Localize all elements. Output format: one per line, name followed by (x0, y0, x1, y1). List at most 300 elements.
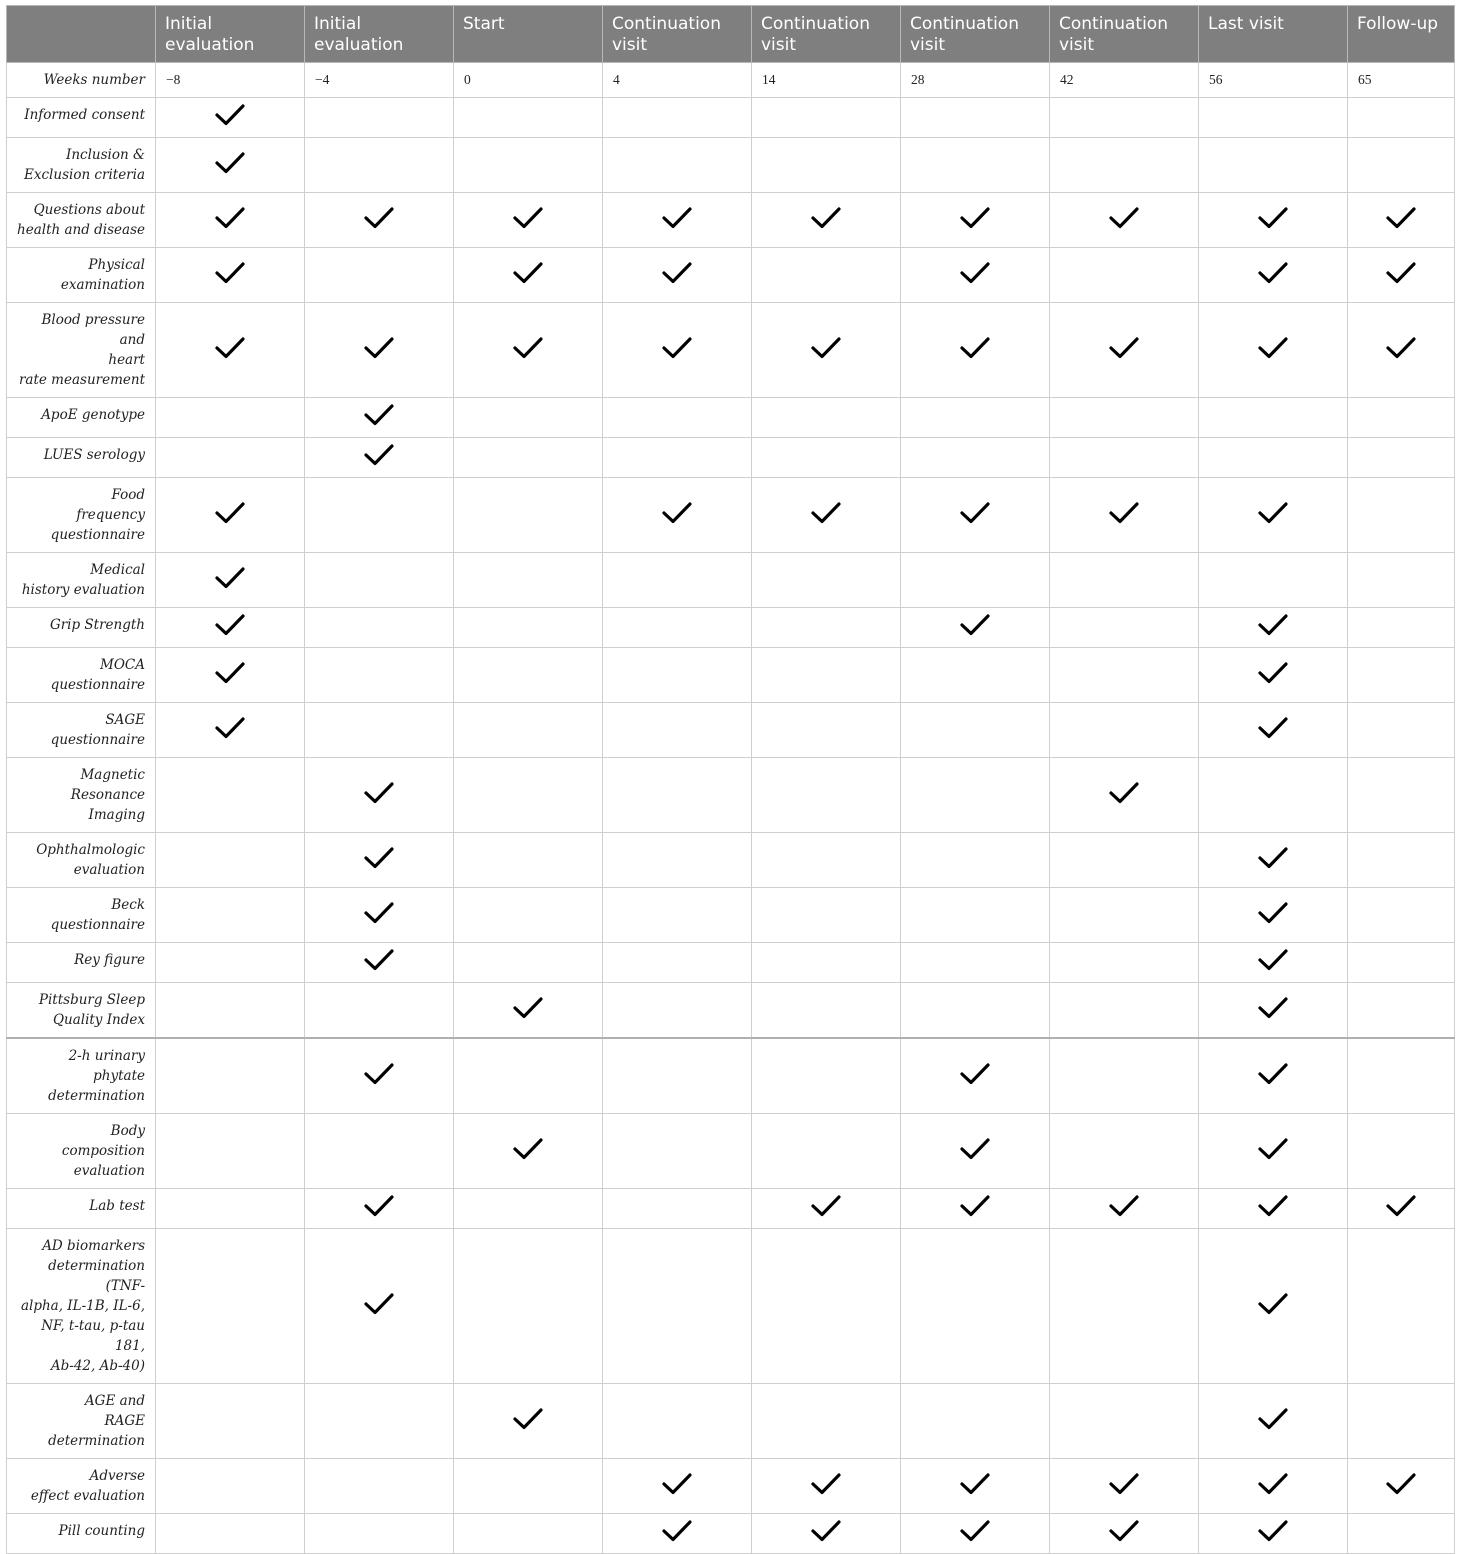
check-icon (1258, 501, 1288, 525)
schedule-cell (1199, 98, 1348, 138)
schedule-cell (603, 303, 752, 398)
schedule-cell (156, 703, 305, 758)
activity-label: AD biomarkers determination (TNF- alpha, IL-1B, IL-6, NF, t-tau, p-tau 181, Ab-42, Ab-40) (7, 1229, 156, 1384)
schedule-cell (603, 1459, 752, 1514)
schedule-cell (1348, 648, 1455, 703)
schedule-cell (752, 758, 901, 833)
check-icon (364, 443, 394, 467)
schedule-cell (1348, 1189, 1455, 1229)
check-icon (364, 403, 394, 427)
check-icon (215, 206, 245, 230)
schedule-cell (454, 943, 603, 983)
schedule-cell (1199, 1384, 1348, 1459)
check-icon (215, 661, 245, 685)
schedule-cell (454, 1229, 603, 1384)
table-row (7, 138, 1455, 193)
schedule-cell (603, 983, 752, 1039)
check-icon (960, 1194, 990, 1218)
schedule-cell (901, 1229, 1050, 1384)
check-icon (811, 206, 841, 230)
schedule-cell (603, 438, 752, 478)
schedule-cell (156, 1384, 305, 1459)
check-icon (811, 1519, 841, 1543)
schedule-cell (1199, 1459, 1348, 1514)
schedule-cell (752, 1189, 901, 1229)
schedule-cell (1348, 608, 1455, 648)
schedule-cell (1199, 943, 1348, 983)
schedule-cell (1348, 888, 1455, 943)
table-row (7, 438, 1455, 478)
schedule-cell (1050, 1514, 1199, 1554)
week-value: 56 (1199, 63, 1348, 98)
schedule-cell (156, 98, 305, 138)
table-row (7, 553, 1455, 608)
schedule-cell (1050, 1384, 1199, 1459)
schedule-cell (454, 248, 603, 303)
table-row (7, 1038, 1455, 1114)
schedule-cell (752, 98, 901, 138)
table-row (7, 1384, 1455, 1459)
activity-label: Magnetic Resonance Imaging (7, 758, 156, 833)
header-cell: Continuation visit (901, 6, 1050, 63)
week-value: 14 (752, 63, 901, 98)
schedule-cell (603, 648, 752, 703)
schedule-cell (305, 1459, 454, 1514)
activity-label: Blood pressure and heart rate measurement (7, 303, 156, 398)
header-cell: Start (454, 6, 603, 63)
schedule-cell (1199, 983, 1348, 1039)
schedule-cell (454, 138, 603, 193)
schedule-cell (1348, 193, 1455, 248)
schedule-cell (305, 398, 454, 438)
table-row (7, 758, 1455, 833)
check-icon (1258, 261, 1288, 285)
check-icon (364, 336, 394, 360)
schedule-cell (901, 138, 1050, 193)
schedule-cell (752, 478, 901, 553)
header-cell-corner (7, 6, 156, 63)
schedule-cell (603, 138, 752, 193)
schedule-cell (1348, 398, 1455, 438)
check-icon (960, 1137, 990, 1161)
schedule-cell (603, 248, 752, 303)
schedule-cell (901, 398, 1050, 438)
schedule-cell (901, 1459, 1050, 1514)
table-row (7, 248, 1455, 303)
check-icon (811, 336, 841, 360)
schedule-cell (305, 438, 454, 478)
check-icon (1258, 1137, 1288, 1161)
schedule-cell (454, 193, 603, 248)
check-icon (960, 1062, 990, 1086)
schedule-cell (1050, 1038, 1199, 1114)
check-icon (1258, 1194, 1288, 1218)
schedule-cell (901, 1384, 1050, 1459)
schedule-cell (1050, 703, 1199, 758)
schedule-cell (603, 1114, 752, 1189)
schedule-cell (454, 608, 603, 648)
schedule-cell (752, 1229, 901, 1384)
schedule-cell (901, 758, 1050, 833)
schedule-cell (901, 303, 1050, 398)
schedule-cell (1050, 1459, 1199, 1514)
schedule-cell (1199, 138, 1348, 193)
activity-label: 2-h urinary phytate determination (7, 1038, 156, 1114)
schedule-cell (156, 1038, 305, 1114)
week-value: 0 (454, 63, 603, 98)
schedule-cell (1348, 1038, 1455, 1114)
schedule-cell (1199, 398, 1348, 438)
schedule-cell (1199, 303, 1348, 398)
header-row (7, 6, 1455, 63)
check-icon (960, 1472, 990, 1496)
schedule-cell (1348, 303, 1455, 398)
header-cell: Continuation visit (1050, 6, 1199, 63)
check-icon (1258, 1292, 1288, 1316)
check-icon (1109, 1519, 1139, 1543)
activity-label: Lab test (7, 1189, 156, 1229)
schedule-cell (1199, 1038, 1348, 1114)
table-row (7, 983, 1455, 1039)
schedule-cell (305, 1038, 454, 1114)
check-icon (1258, 948, 1288, 972)
schedule-cell (752, 888, 901, 943)
schedule-cell (454, 1514, 603, 1554)
check-icon (1258, 1519, 1288, 1543)
activity-label: Pittsburg Sleep Quality Index (7, 983, 156, 1039)
check-icon (1109, 1194, 1139, 1218)
check-icon (1109, 781, 1139, 805)
schedule-cell (752, 138, 901, 193)
schedule-cell (1050, 193, 1199, 248)
table-row (7, 478, 1455, 553)
schedule-cell (901, 248, 1050, 303)
schedule-cell (752, 1038, 901, 1114)
schedule-cell (156, 1229, 305, 1384)
schedule-cell (305, 248, 454, 303)
schedule-cell (901, 98, 1050, 138)
schedule-cell (305, 98, 454, 138)
schedule-cell (454, 1384, 603, 1459)
schedule-cell (603, 833, 752, 888)
check-icon (513, 261, 543, 285)
check-icon (364, 1062, 394, 1086)
activity-label: Physical examination (7, 248, 156, 303)
schedule-cell (603, 1229, 752, 1384)
schedule-cell (156, 943, 305, 983)
table-row (7, 833, 1455, 888)
table-row (7, 1114, 1455, 1189)
header-cell: Follow-up (1348, 6, 1455, 63)
schedule-cell (1050, 1189, 1199, 1229)
schedule-cell (156, 1459, 305, 1514)
check-icon (662, 261, 692, 285)
schedule-cell (1348, 833, 1455, 888)
schedule-cell (752, 553, 901, 608)
header-cell: Last visit (1199, 6, 1348, 63)
check-icon (811, 501, 841, 525)
schedule-cell (156, 303, 305, 398)
schedule-cell (454, 758, 603, 833)
check-icon (364, 901, 394, 925)
schedule-cell (603, 193, 752, 248)
activity-label: Food frequency questionnaire (7, 478, 156, 553)
activity-label: ApoE genotype (7, 398, 156, 438)
check-icon (364, 206, 394, 230)
schedule-cell (156, 1189, 305, 1229)
schedule-cell (901, 703, 1050, 758)
schedule-cell (1348, 438, 1455, 478)
check-icon (1109, 1472, 1139, 1496)
schedule-cell (1199, 608, 1348, 648)
check-icon (364, 781, 394, 805)
schedule-cell (603, 1384, 752, 1459)
schedule-cell (901, 983, 1050, 1039)
check-icon (364, 846, 394, 870)
schedule-cell (454, 98, 603, 138)
schedule-cell (901, 1114, 1050, 1189)
schedule-cell (1050, 438, 1199, 478)
check-icon (1258, 613, 1288, 637)
schedule-cell (603, 943, 752, 983)
check-icon (662, 1472, 692, 1496)
check-icon (1386, 206, 1416, 230)
schedule-cell (454, 983, 603, 1039)
header-cell: Initial evaluation (305, 6, 454, 63)
table-row (7, 608, 1455, 648)
schedule-cell (1050, 303, 1199, 398)
check-icon (811, 1194, 841, 1218)
schedule-cell (1199, 758, 1348, 833)
schedule-cell (1348, 983, 1455, 1039)
activity-label: Body composition evaluation (7, 1114, 156, 1189)
schedule-cell (901, 1038, 1050, 1114)
schedule-cell (1199, 1114, 1348, 1189)
schedule-cell (454, 553, 603, 608)
schedule-cell (305, 648, 454, 703)
schedule-cell (156, 398, 305, 438)
schedule-cell (1348, 1384, 1455, 1459)
schedule-cell (305, 193, 454, 248)
schedule-cell (305, 1189, 454, 1229)
schedule-cell (901, 648, 1050, 703)
table-row (7, 398, 1455, 438)
check-icon (960, 613, 990, 637)
check-icon (215, 566, 245, 590)
schedule-cell (1050, 398, 1199, 438)
check-icon (662, 206, 692, 230)
check-icon (215, 613, 245, 637)
check-icon (1386, 1194, 1416, 1218)
week-value: −8 (156, 63, 305, 98)
schedule-cell (752, 608, 901, 648)
schedule-cell (1199, 438, 1348, 478)
check-icon (960, 206, 990, 230)
schedule-cell (1348, 478, 1455, 553)
schedule-cell (454, 888, 603, 943)
schedule-cell (1348, 1459, 1455, 1514)
schedule-cell (752, 1514, 901, 1554)
schedule-cell (603, 888, 752, 943)
schedule-cell (454, 303, 603, 398)
schedule-cell (454, 398, 603, 438)
schedule-cell (156, 138, 305, 193)
schedule-cell (603, 1038, 752, 1114)
schedule-cell (1348, 553, 1455, 608)
schedule-cell (752, 1459, 901, 1514)
activity-label: Inclusion & Exclusion criteria (7, 138, 156, 193)
table-row (7, 703, 1455, 758)
schedule-cell (1199, 1189, 1348, 1229)
check-icon (215, 716, 245, 740)
check-icon (215, 151, 245, 175)
check-icon (960, 1519, 990, 1543)
schedule-cell (305, 888, 454, 943)
schedule-cell (1050, 833, 1199, 888)
check-icon (1258, 901, 1288, 925)
schedule-cell (1199, 553, 1348, 608)
check-icon (513, 1407, 543, 1431)
check-icon (513, 1137, 543, 1161)
check-icon (662, 336, 692, 360)
schedule-cell (752, 398, 901, 438)
schedule-cell (156, 608, 305, 648)
schedule-cell (1348, 758, 1455, 833)
check-icon (1258, 1407, 1288, 1431)
schedule-cell (752, 648, 901, 703)
schedule-cell (156, 193, 305, 248)
schedule-cell (603, 758, 752, 833)
schedule-cell (305, 983, 454, 1039)
weeks-row (7, 63, 1455, 98)
activity-label: MOCA questionnaire (7, 648, 156, 703)
check-icon (1258, 1472, 1288, 1496)
schedule-cell (901, 833, 1050, 888)
schedule-cell (156, 553, 305, 608)
schedule-cell (1348, 1114, 1455, 1189)
activity-label: Grip Strength (7, 608, 156, 648)
activity-label: Adverse effect evaluation (7, 1459, 156, 1514)
check-icon (1109, 336, 1139, 360)
activity-label: Ophthalmologic evaluation (7, 833, 156, 888)
check-icon (662, 1519, 692, 1543)
schedule-cell (1050, 983, 1199, 1039)
table-row (7, 888, 1455, 943)
check-icon (364, 1292, 394, 1316)
schedule-cell (901, 553, 1050, 608)
check-icon (1258, 1062, 1288, 1086)
check-icon (960, 336, 990, 360)
schedule-cell (454, 478, 603, 553)
schedule-cell (1199, 703, 1348, 758)
schedule-cell (603, 478, 752, 553)
schedule-cell (454, 1189, 603, 1229)
schedule-cell (752, 833, 901, 888)
schedule-cell (305, 943, 454, 983)
header-cell: Initial evaluation (156, 6, 305, 63)
schedule-cell (901, 1189, 1050, 1229)
table-row (7, 303, 1455, 398)
schedule-cell (1199, 833, 1348, 888)
schedule-cell (156, 248, 305, 303)
activity-label: SAGE questionnaire (7, 703, 156, 758)
schedule-cell (156, 888, 305, 943)
week-value: −4 (305, 63, 454, 98)
schedule-cell (156, 1514, 305, 1554)
check-icon (1258, 206, 1288, 230)
schedule-cell (1050, 648, 1199, 703)
schedule-cell (1199, 478, 1348, 553)
schedule-cell (1348, 138, 1455, 193)
schedule-cell (901, 193, 1050, 248)
check-icon (1386, 1472, 1416, 1496)
schedule-cell (901, 438, 1050, 478)
table-row (7, 1459, 1455, 1514)
schedule-cell (1050, 138, 1199, 193)
table-row (7, 943, 1455, 983)
schedule-cell (603, 608, 752, 648)
weeks-label: Weeks number (7, 63, 156, 98)
schedule-cell (901, 1514, 1050, 1554)
schedule-cell (305, 138, 454, 193)
week-value: 4 (603, 63, 752, 98)
check-icon (960, 261, 990, 285)
schedule-cell (1199, 648, 1348, 703)
schedule-cell (156, 648, 305, 703)
activity-label: Rey figure (7, 943, 156, 983)
schedule-cell (603, 398, 752, 438)
schedule-cell (1199, 248, 1348, 303)
check-icon (1258, 846, 1288, 870)
activity-label: Pill counting (7, 1514, 156, 1554)
schedule-cell (1348, 98, 1455, 138)
check-icon (513, 206, 543, 230)
schedule-cell (1199, 193, 1348, 248)
schedule-cell (305, 478, 454, 553)
schedule-cell (156, 438, 305, 478)
schedule-cell (305, 303, 454, 398)
activity-label: LUES serology (7, 438, 156, 478)
schedule-cell (752, 193, 901, 248)
check-icon (1258, 336, 1288, 360)
schedule-cell (752, 248, 901, 303)
schedule-cell (156, 833, 305, 888)
schedule-cell (1050, 98, 1199, 138)
activity-label: AGE and RAGE determination (7, 1384, 156, 1459)
schedule-cell (454, 438, 603, 478)
check-icon (215, 261, 245, 285)
activity-label: Beck questionnaire (7, 888, 156, 943)
schedule-cell (305, 1384, 454, 1459)
schedule-cell (454, 1114, 603, 1189)
check-icon (513, 336, 543, 360)
schedule-cell (603, 1189, 752, 1229)
table-row (7, 98, 1455, 138)
table-row (7, 1229, 1455, 1384)
schedule-cell (305, 1114, 454, 1189)
check-icon (1258, 996, 1288, 1020)
activity-label: Medical history evaluation (7, 553, 156, 608)
check-icon (215, 336, 245, 360)
table-row (7, 1189, 1455, 1229)
schedule-cell (901, 608, 1050, 648)
schedule-cell (752, 943, 901, 983)
schedule-cell (901, 888, 1050, 943)
activity-label: Questions about health and disease (7, 193, 156, 248)
schedule-cell (1348, 1514, 1455, 1554)
check-icon (364, 948, 394, 972)
check-icon (1109, 206, 1139, 230)
